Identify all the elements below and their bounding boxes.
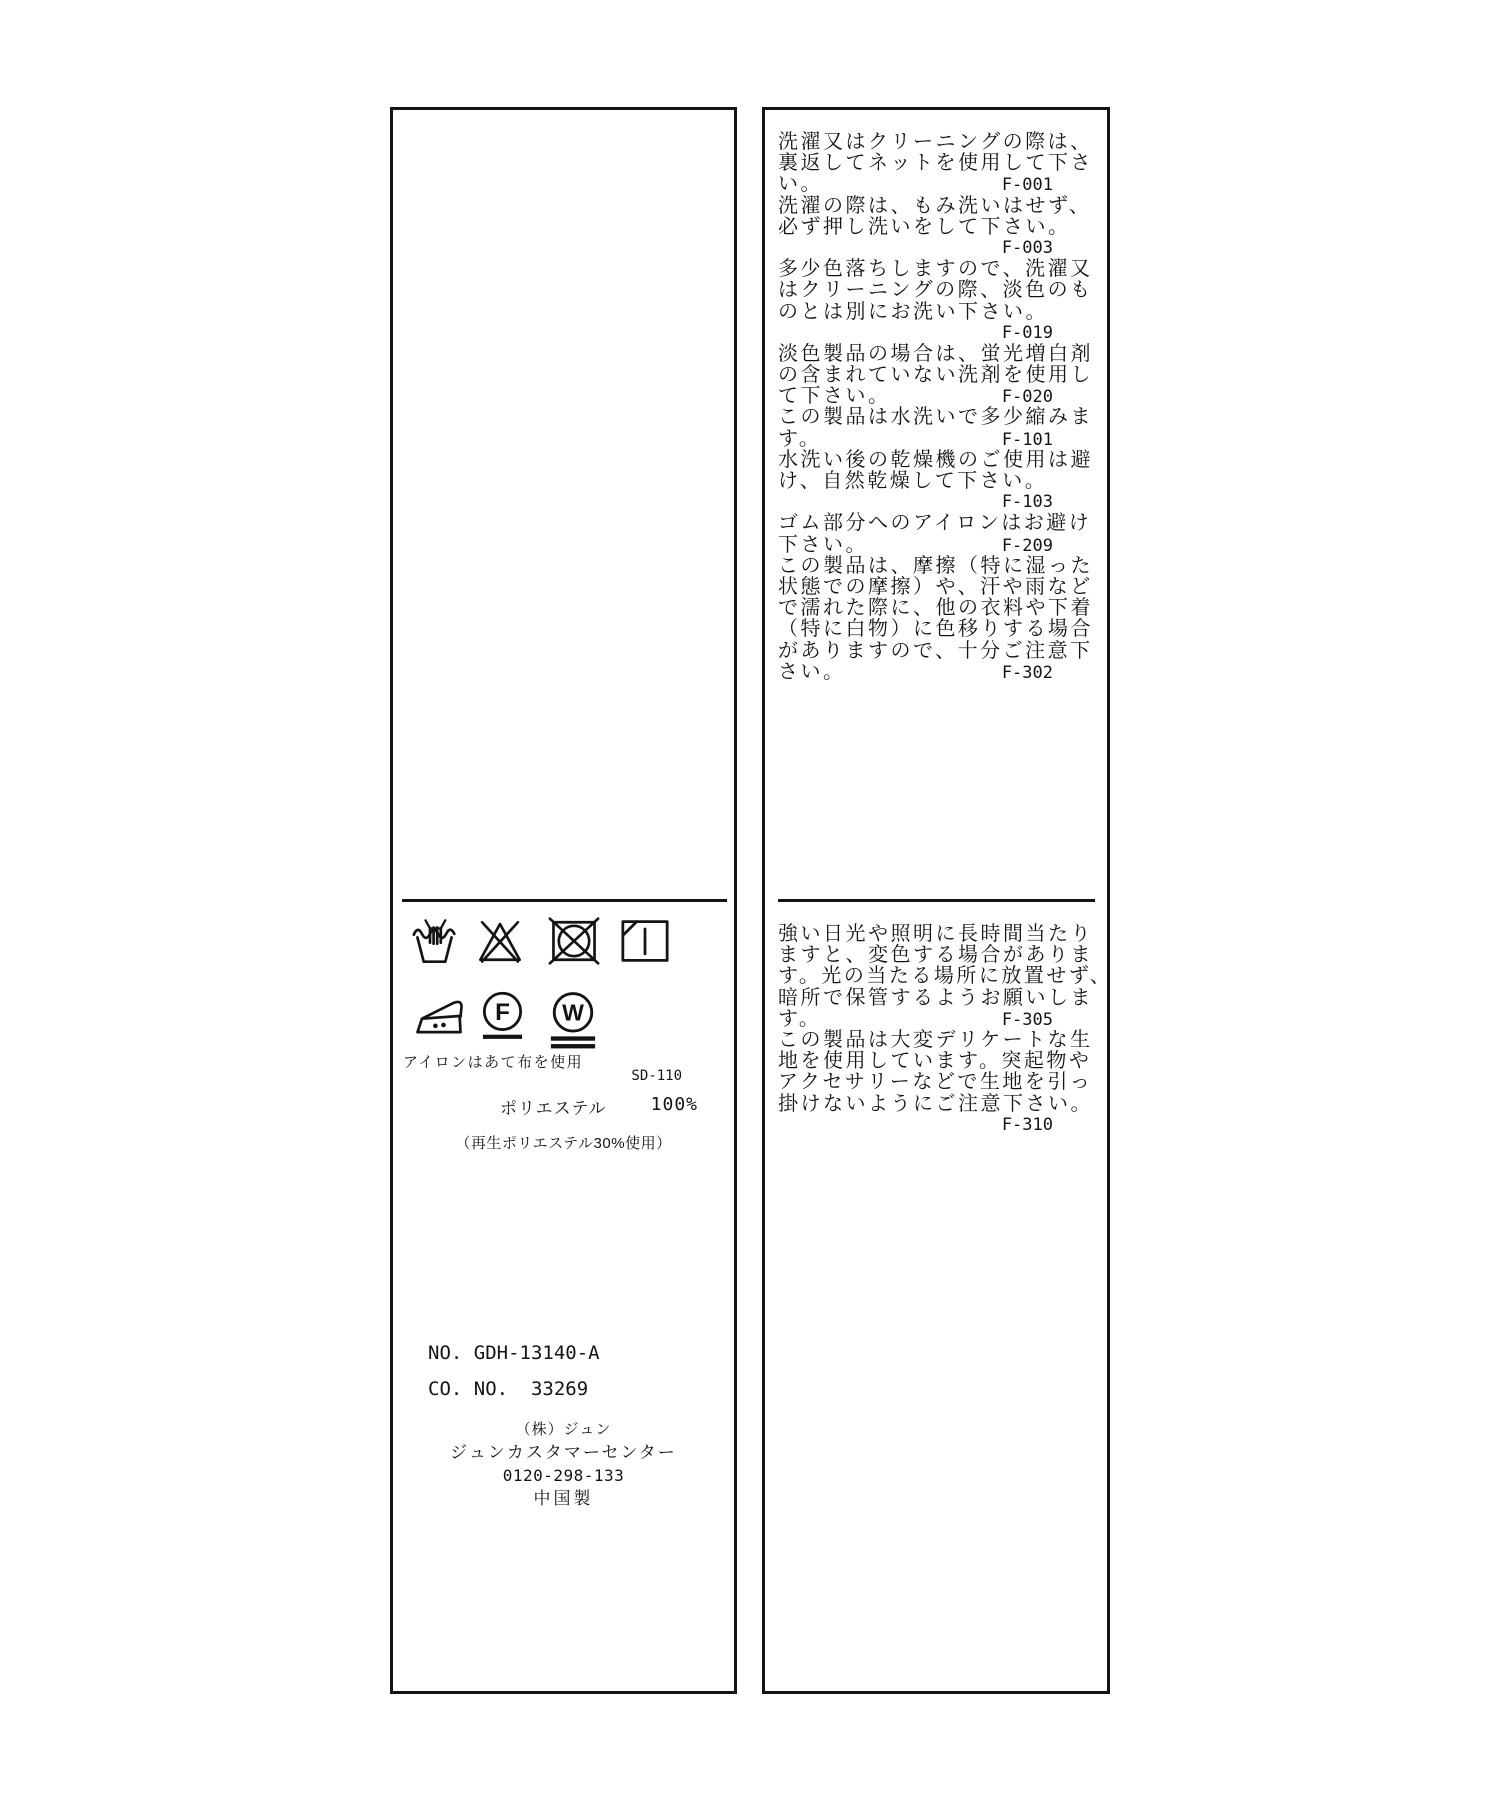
care-line-code: F-001 bbox=[1001, 175, 1053, 196]
care-line-code: F-003 bbox=[1001, 237, 1053, 258]
care-line-text: のとは別にお洗い下さい。 bbox=[778, 300, 1048, 323]
care-instruction-line bbox=[778, 429, 1099, 450]
care-line-text: 必ず押し洗いをして下さい。 bbox=[778, 215, 1071, 238]
material-name: ポリエステル bbox=[500, 1099, 607, 1118]
care-line-code: F-302 bbox=[1001, 662, 1053, 683]
care-line-text: で濡れた際に、他の衣料や下着 bbox=[778, 597, 1093, 620]
shade-hang-dry-icon bbox=[618, 917, 672, 965]
fold-divider-left bbox=[402, 899, 727, 902]
care-instruction-line bbox=[778, 641, 1099, 662]
company-number: CO. NO. 33269 bbox=[428, 1378, 589, 1400]
customer-center: ジュンカスタマーセンター bbox=[450, 1443, 677, 1462]
care-line-text: がありますので、十分ご注意下 bbox=[778, 639, 1093, 662]
care-instruction-line bbox=[778, 577, 1099, 598]
care-instruction-line bbox=[778, 174, 1099, 195]
left-label-panel bbox=[390, 107, 737, 1694]
care-instruction-line bbox=[778, 196, 1099, 217]
care-line-text: ますと、変色する場合がありま bbox=[778, 944, 1093, 967]
care-line-text: 強い日光や照明に長時間当たり bbox=[778, 923, 1093, 945]
care-line-text: この製品は、摩擦（特に湿った bbox=[778, 554, 1093, 577]
hand-wash-icon bbox=[412, 916, 457, 966]
material-composition-row bbox=[393, 1094, 734, 1116]
care-instructions-lower bbox=[778, 923, 1113, 1136]
care-instruction-line bbox=[778, 217, 1099, 238]
care-line-code: F-020 bbox=[1001, 387, 1053, 408]
care-line-text: 掛けないようにご注意下さい。 bbox=[778, 1092, 1093, 1115]
care-instruction-line bbox=[778, 556, 1099, 577]
care-instruction-line bbox=[778, 259, 1099, 280]
care-line-text: 暗所で保管するようお願いしま bbox=[778, 986, 1093, 1009]
company-name: （株）ジュン bbox=[515, 1421, 612, 1438]
care-instruction-line bbox=[778, 924, 1099, 945]
care-line-text: この製品は水洗いで多少縮みま bbox=[778, 406, 1093, 429]
ironing-note: アイロンはあて布を使用 bbox=[403, 1054, 584, 1071]
dry-clean-f-gentle-icon bbox=[480, 990, 525, 1044]
company-info-block bbox=[393, 1418, 734, 1510]
care-line-text: け、自然乾燥して下さい。 bbox=[778, 470, 1048, 492]
care-instruction-line bbox=[778, 407, 1099, 428]
care-instruction-line bbox=[778, 153, 1099, 174]
care-instruction-line bbox=[778, 471, 1099, 492]
care-instruction-line bbox=[778, 1009, 1099, 1030]
wet-clean-w-very-gentle-icon bbox=[548, 990, 598, 1052]
care-line-text: 洗濯の際は、もみ洗いはせず、 bbox=[778, 194, 1092, 217]
care-line-text: 多少色落ちしますので、洗濯又 bbox=[778, 258, 1093, 281]
care-instructions-upper bbox=[778, 132, 1099, 683]
care-instruction-line bbox=[778, 238, 1099, 259]
material-percent: 100% bbox=[650, 1094, 698, 1115]
care-line-text: す。 bbox=[778, 427, 822, 450]
phone-number: 0120-298-133 bbox=[502, 1466, 625, 1485]
care-instruction-line bbox=[778, 450, 1099, 471]
fold-divider-right bbox=[778, 899, 1095, 902]
care-instruction-line bbox=[778, 619, 1099, 640]
care-instruction-line bbox=[778, 662, 1099, 683]
care-line-text: い。 bbox=[778, 173, 823, 196]
care-line-text: す。光の当たる場所に放置せず、 bbox=[778, 965, 1113, 988]
care-instruction-line bbox=[778, 386, 1099, 407]
care-instruction-line bbox=[778, 302, 1099, 323]
care-instruction-line bbox=[778, 965, 1113, 988]
care-line-text: の含まれていない洗剤を使用し bbox=[778, 364, 1093, 387]
care-line-text: （特に白物）に色移りする場合 bbox=[778, 618, 1093, 641]
care-line-text: 水洗い後の乾燥機のご使用は避 bbox=[778, 448, 1093, 471]
care-instruction-line bbox=[778, 988, 1099, 1009]
svg-text:F: F bbox=[495, 998, 510, 1026]
product-number: NO. GDH-13140-A bbox=[428, 1342, 600, 1364]
right-label-panel bbox=[762, 107, 1113, 1694]
care-line-text: この製品は大変デリケートな生 bbox=[778, 1028, 1093, 1051]
care-instruction-line bbox=[778, 598, 1099, 619]
care-instruction-line bbox=[778, 132, 1099, 153]
care-line-text: 裏返してネットを使用して下さ bbox=[778, 152, 1093, 175]
iron-two-dots-icon bbox=[413, 992, 465, 1040]
svg-text:W: W bbox=[562, 999, 584, 1026]
care-line-code: F-310 bbox=[1001, 1114, 1053, 1135]
do-not-bleach-icon bbox=[475, 916, 525, 966]
care-instruction-line bbox=[778, 365, 1099, 386]
care-line-text: さい。 bbox=[778, 660, 846, 683]
care-instruction-line bbox=[778, 1030, 1099, 1051]
care-line-text: す。 bbox=[778, 1007, 822, 1030]
recycled-material-note: （再生ポリエステル30%使用） bbox=[455, 1135, 672, 1152]
care-instruction-line bbox=[778, 280, 1099, 301]
care-instruction-line bbox=[778, 945, 1099, 966]
care-instruction-line bbox=[778, 1072, 1099, 1093]
care-instruction-line bbox=[778, 323, 1099, 344]
care-line-code: F-209 bbox=[1001, 535, 1053, 556]
care-line-text: て下さい。 bbox=[778, 385, 891, 408]
care-line-code: F-305 bbox=[1001, 1009, 1053, 1030]
care-instruction-line bbox=[778, 535, 1099, 556]
care-line-text: 淡色製品の場合は、蛍光増白剤 bbox=[778, 342, 1093, 365]
care-instruction-line bbox=[778, 344, 1099, 365]
care-line-text: 地を使用しています。突起物や bbox=[778, 1050, 1092, 1073]
care-line-code: F-103 bbox=[1001, 492, 1053, 513]
care-line-text: ゴム部分へのアイロンはお避け bbox=[778, 512, 1092, 535]
care-line-text: 下さい。 bbox=[778, 533, 868, 556]
care-line-text: はクリーニングの際、淡色のも bbox=[778, 279, 1093, 302]
care-line-text: 洗濯又はクリーニングの際は、 bbox=[778, 131, 1093, 153]
country-of-origin: 中国製 bbox=[533, 1489, 594, 1508]
care-line-text: 状態での摩擦）や、汗や雨など bbox=[778, 575, 1093, 598]
quality-code: SD-110 bbox=[631, 1068, 682, 1084]
care-instruction-line bbox=[778, 1094, 1099, 1115]
care-line-code: F-019 bbox=[1001, 322, 1053, 343]
care-instruction-line bbox=[778, 1115, 1099, 1136]
care-instruction-line bbox=[778, 513, 1099, 534]
care-line-code: F-101 bbox=[1001, 429, 1053, 450]
care-instruction-line bbox=[778, 492, 1099, 513]
care-line-text: アクセサリーなどで生地を引っ bbox=[778, 1071, 1093, 1094]
care-instruction-line bbox=[778, 1051, 1099, 1072]
do-not-tumble-dry-icon bbox=[545, 916, 603, 966]
